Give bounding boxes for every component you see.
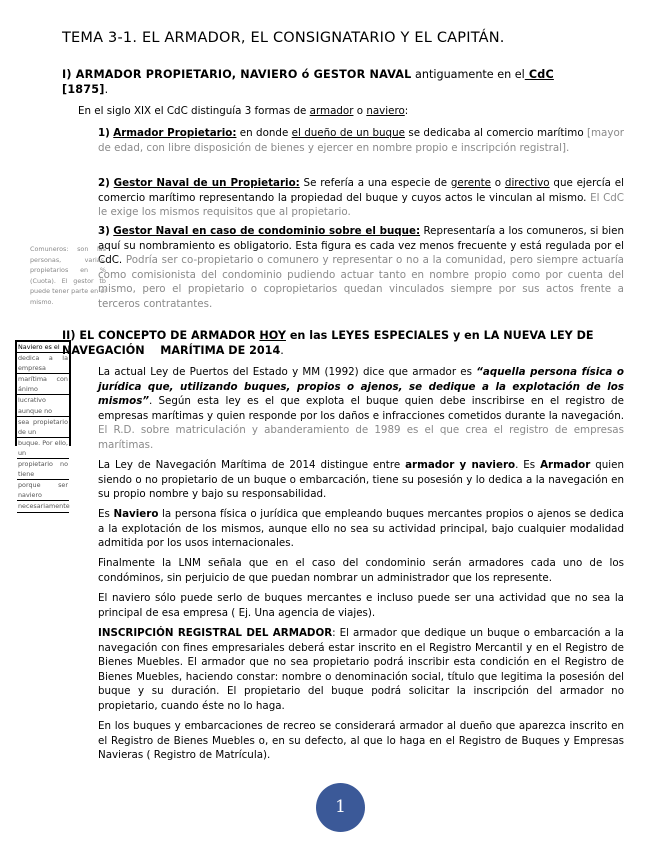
para-text: La Ley de Navegación Marítima de 2014 distingue entre bbox=[98, 459, 406, 471]
section-2-heading bbox=[62, 328, 624, 358]
para-bold: Armador bbox=[540, 459, 591, 471]
para-text: quien siendo o no propietario de un buque o embarcación, tiene su posesión y lo dedica a la navegación en su propio nombre y bajo su responsabilidad. bbox=[98, 459, 624, 500]
item-note: El CdC le exige los mismos requisitos que al propietario. bbox=[98, 191, 624, 218]
para-bold: INSCRIPCIÓN REGISTRAL DEL ARMADOR bbox=[98, 627, 333, 639]
item-number: 3) bbox=[98, 225, 110, 237]
item-text: Representaría a los comuneros, si bien aquí su nombramiento es obligatorio. Esta figura es cada vez menos frecuente y está regulada por el CdC. bbox=[98, 225, 624, 266]
item-underlined: el dueño de un buque bbox=[291, 127, 405, 139]
heading-dot: . bbox=[280, 344, 284, 357]
cdc-reference: CdC bbox=[524, 68, 554, 81]
section-1-heading bbox=[62, 67, 622, 97]
item-note: Podría ser co-propietario o comunero y representar o no a la comunidad, pero siempre actuaría como comisionista del condominio pudiendo actuar tanto en nombre propio como por cuenta del mismo, pero el propietario o copropietarios quedan vinculados siempre por sus actos frente a terceros contratantes. bbox=[98, 254, 624, 310]
item-text: se dedicaba al comercio marítimo bbox=[404, 127, 587, 139]
item-number: 1) bbox=[98, 127, 110, 139]
item-note: [mayor de edad, con libre disposición de bienes y ejercer en nombre propio e inscripción registral]. bbox=[98, 127, 624, 154]
document-title: TEMA 3-1. EL ARMADOR, EL CONSIGNATARIO Y EL CAPITÁN. bbox=[62, 30, 505, 46]
intro-mid: o bbox=[353, 105, 367, 117]
box-line: propietario no tiene bbox=[17, 459, 69, 480]
box-line: sea propietario de un bbox=[17, 417, 69, 438]
paragraph-condominio: Finalmente la LNM señala que en el caso del condominio serán armadores cada uno de los condóminos, sin perjuicio de que puedan nombrar un administrador que los represente. bbox=[98, 557, 624, 584]
intro-line bbox=[78, 105, 408, 117]
item-text: que ejercía el comercio marítimo representando la propiedad del buque y cuyos actos le vinculan al mismo. bbox=[98, 177, 624, 204]
para-text: La actual Ley de Puertos del Estado y MM (1992) dice que armador es bbox=[98, 366, 477, 378]
heading-text: en las LEYES ESPECIALES y en LA NUEVA LEY DE NAVEGACIÓN MARÍTIMA DE 2014 bbox=[62, 329, 598, 357]
para-text: . Es bbox=[515, 459, 541, 471]
list-item-condominio bbox=[98, 224, 624, 311]
paragraph-naviero bbox=[98, 507, 624, 551]
para-text: : El armador que dedique un buque o embarcación a la navegación con fines empresariales deberá estar inscrito en el Registro Mercantil y en el Registro de Bienes Muebles. El armador que no sea propietario podrá inscribir esta condición en el Registro de Bienes Muebles, haciendo constar: nombre o denominación social, título que legitima la posesión del buque y su duración. El propietario del buque podrá solicitar la inscripción del armador no propietario, cuando éste no lo haga. bbox=[98, 627, 624, 712]
para-text: . Según esta ley es el que explota el buque quien debe inscribirse en el registro de empresas marítimas y quien responde por los daños e infracciones cometidos durante la navegación. bbox=[98, 395, 624, 422]
paragraph-ley-puertos bbox=[98, 365, 624, 452]
para-text: Es bbox=[98, 508, 114, 520]
item-number: 2) bbox=[98, 177, 110, 189]
item-text: en donde bbox=[236, 127, 292, 139]
box-line: porque ser naviero bbox=[17, 480, 69, 501]
box-line: lucrativo aunque no bbox=[17, 395, 69, 416]
heading-hoy: HOY bbox=[259, 329, 286, 342]
paragraph-lnm-2014 bbox=[98, 458, 624, 502]
section-1-heading-rest: antiguamente en el bbox=[415, 68, 525, 81]
paragraph-inscripcion bbox=[98, 626, 624, 713]
intro-colon: : bbox=[404, 105, 409, 117]
heading-dot: . bbox=[104, 83, 109, 96]
paragraph-naviero-mercantes: El naviero sólo puede serlo de buques mercantes e incluso puede ser una actividad que no sea la principal de esa empresa ( Ej. Una agencia de viajes). bbox=[98, 592, 624, 619]
intro-armador: armador bbox=[309, 105, 354, 117]
box-line: Naviero es el bbox=[17, 342, 69, 353]
intro-text: En el siglo XIX el CdC distinguía 3 formas de bbox=[78, 105, 310, 117]
section-1-heading-bold: I) ARMADOR PROPIETARIO, NAVIERO ó GESTOR NAVAL bbox=[62, 68, 412, 81]
intro-naviero: naviero bbox=[366, 105, 405, 117]
para-note: El R.D. sobre matriculación y abanderamiento de 1989 es el que crea el registro de empresas marítimas. bbox=[98, 424, 624, 451]
margin-note-comuneros: Comuneros: son las personas, varias, propietarios en % (Cuota). El gestor tb puede tener parte en el mismo. bbox=[30, 245, 106, 306]
page-number-badge: 1 bbox=[316, 783, 365, 832]
list-item-armador-propietario bbox=[98, 126, 624, 155]
item-underlined: directivo bbox=[504, 177, 550, 189]
para-bold: armador y naviero bbox=[405, 459, 516, 471]
item-underlined: gerente bbox=[450, 177, 492, 189]
item-text: o bbox=[491, 177, 505, 189]
box-line: dedica a la empresa bbox=[17, 353, 69, 374]
item-label: Gestor Naval de un Propietario: bbox=[113, 177, 300, 189]
item-text: Se refería a una especie de bbox=[299, 177, 451, 189]
list-item-gestor-naval bbox=[98, 176, 624, 220]
paragraph-recreo: En los buques y embarcaciones de recreo se considerará armador al dueño que aparezca inscrito en el Registro de Bienes Muebles o, en su defecto, al que lo haga en el Registro de Buques y Empresas Navieras ( Registro de Matrícula). bbox=[98, 720, 624, 761]
heading-text: II) EL CONCEPTO DE ARMADOR bbox=[62, 329, 260, 342]
para-quote: “aquella persona física o jurídica que, utilizando buques, propios o ajenos, se dedique a la explotación de los mismos” bbox=[98, 366, 624, 407]
cdc-year: [1875] bbox=[62, 83, 105, 96]
item-label: Gestor Naval en caso de condominio sobre el buque: bbox=[113, 225, 421, 237]
box-line: necesariamente bbox=[17, 501, 69, 512]
item-label: Armador Propietario: bbox=[113, 127, 237, 139]
para-bold: Naviero bbox=[113, 508, 159, 520]
para-text: la persona física o jurídica que empleando buques mercantes propios o ajenos se dedica a la explotación de los mismos, aunque ello no sea su actividad principal, bajo cualquier modalidad admitida por los usos internacionales. bbox=[98, 508, 624, 549]
box-line: marítima con ánimo bbox=[17, 374, 69, 395]
box-line: buque. Por ello, un bbox=[17, 438, 69, 459]
